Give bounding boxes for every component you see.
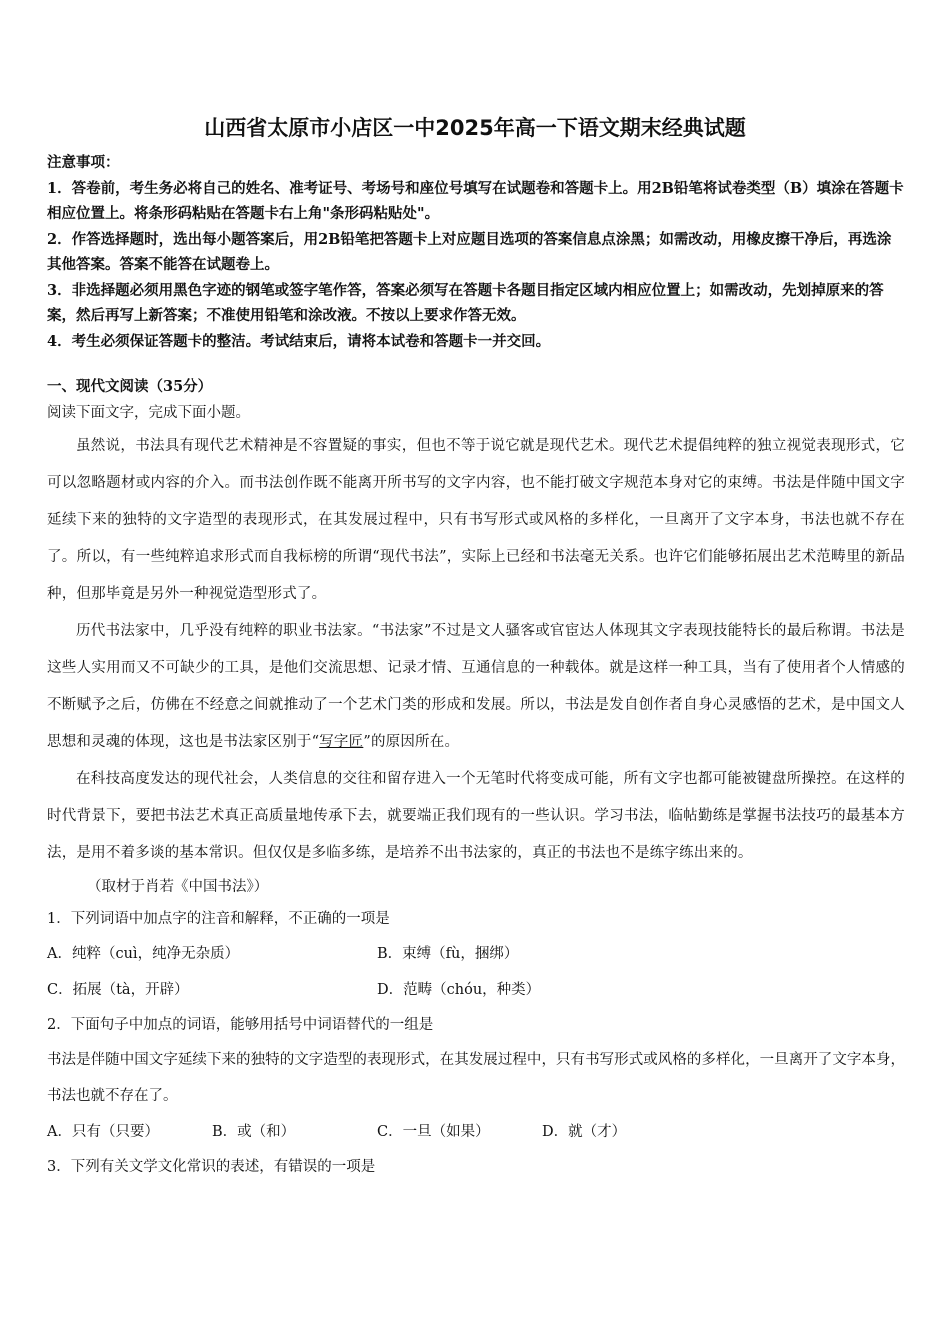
section-heading: 一、现代文阅读（35分） xyxy=(47,378,213,395)
reading-passage xyxy=(47,428,905,872)
notice-item: 3．非选择题必须用黑色字迹的钢笔或签字笔作答，答案必须写在答题卡各题目指定区域内相应位置上；如需改动，先划掉原来的答案，然后再写上新答案；不准使用铅笔和涂改液。不按以上要求作答无效。 xyxy=(47,281,884,324)
notice-item: 4．考生必须保证答题卡的整洁。考试结束后，请将本试卷和答题卡一并交回。 xyxy=(47,332,551,350)
notice-item: 1．答卷前，考生务必将自己的姓名、准考证号、考场号和座位号填写在试题卷和答题卡上。用2B铅笔将试卷类型（B）填涂在答题卡相应位置上。将条形码粘贴在答题卡右上角"条形码粘贴处"。 xyxy=(47,179,904,222)
option-b: B．束缚（fù，捆绑） xyxy=(377,946,519,962)
option-c: C．一旦（如果） xyxy=(377,1124,490,1140)
passage-paragraph xyxy=(47,613,905,761)
question-2-stem: 2．下面句子中加点的词语，能够用括号中词语替代的一组是 xyxy=(47,1017,434,1033)
passage-paragraph: 在科技高度发达的现代社会，人类信息的交往和留存进入一个无笔时代将变成可能，所有文字也都可能被键盘所操控。在这样的时代背景下，要把书法艺术真正高质量地传承下去，就要端正我们现有的一些认识。学习书法，临帖勤练是掌握书法技巧的最基本方法，是用不着多谈的基本常识。但仅仅是多临多练，是培养不出书法家的，真正的书法也不是练字练出来的。 xyxy=(47,771,905,861)
option-a: A．纯粹（cuì，纯净无杂质） xyxy=(47,946,240,962)
passage-paragraph: 虽然说，书法具有现代艺术精神是不容置疑的事实，但也不等于说它就是现代艺术。现代艺术提倡纯粹的独立视觉表现形式，它可以忽略题材或内容的介入。而书法创作既不能离开所书写的文字内容，也不能打破文字规范本身对它的束缚。书法是伴随中国文字延续下来的独特的文字造型的表现形式，在其发展过程中，只有书写形式或风格的多样化，一旦离开了文字本身，书法也就不存在了。所以，有一些纯粹追求形式而自我标榜的所谓“现代书法”，实际上已经和书法毫无关系。也许它们能够拓展出艺术范畴里的新品种，但那毕竟是另外一种视觉造型形式了。 xyxy=(47,438,905,602)
notice-block xyxy=(47,150,905,354)
section-intro: 阅读下面文字，完成下面小题。 xyxy=(47,405,250,421)
notice-item: 2．作答选择题时，选出每小题答案后，用2B铅笔把答题卡上对应题目选项的答案信息点涂黑；如需改动，用橡皮擦干净后，再选涂其他答案。答案不能答在试题卷上。 xyxy=(47,230,892,273)
passage-text: ”的原因所在。 xyxy=(363,734,460,750)
question-1-options-row xyxy=(47,972,905,1008)
question-2-options-row xyxy=(47,1114,905,1150)
question-1-options-row xyxy=(47,936,905,972)
passage-text: 历代书法家中，几乎没有纯粹的职业书法家。“书法家”不过是文人骚客或官宦达人体现其文字表现技能特长的最后称谓。书法是这些人实用而又不可缺少的工具，是他们交流思想、记录才情、互通信息的一种载体。就是这样一种工具，当有了使用者个人情感的不断赋予之后，仿佛在不经意之间就推动了一个艺术门类的形成和发展。所以，书法是发自创作者自身心灵感悟的艺术，是中国文人思想和灵魂的体现，这也是书法家区别于“ xyxy=(47,623,905,750)
passage-source: （取材于肖若《中国书法》） xyxy=(87,879,269,895)
underlined-term: 写字匠 xyxy=(319,734,364,750)
question-2-sentence: 书法是伴随中国文字延续下来的独特的文字造型的表现形式，在其发展过程中，只有书写形式或风格的多样化，一旦离开了文字本身，书法也就不存在了。 xyxy=(47,1052,905,1104)
question-3-stem: 3．下列有关文学文化常识的表述，有错误的一项是 xyxy=(47,1159,376,1175)
reading-section xyxy=(47,374,905,1184)
question-1-stem: 1．下列词语中加点字的注音和解释，不正确的一项是 xyxy=(47,911,390,927)
option-b: B．或（和） xyxy=(212,1124,296,1140)
option-a: A．只有（只要） xyxy=(47,1124,159,1140)
option-d: D．就（才） xyxy=(542,1124,627,1140)
option-c: C．拓展（tà，开辟） xyxy=(47,982,189,998)
page-title: 山西省太原市小店区一中2025年高一下语文期末经典试题 xyxy=(204,116,746,140)
notice-heading: 注意事项： xyxy=(47,154,120,171)
option-d: D．范畴（chóu，种类） xyxy=(377,982,541,998)
